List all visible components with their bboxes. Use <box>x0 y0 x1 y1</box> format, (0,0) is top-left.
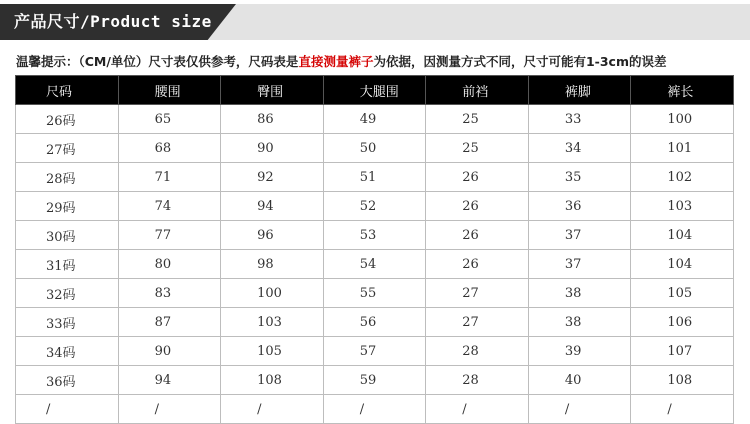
column-header: 前裆 <box>426 76 529 105</box>
size-notice <box>16 52 746 70</box>
table-cell: 29码 <box>16 192 119 221</box>
table-cell: 34码 <box>16 337 119 366</box>
table-cell: 71 <box>118 163 221 192</box>
table-cell: 106 <box>631 308 734 337</box>
table-cell: 86 <box>221 105 324 134</box>
notice-highlight: 直接测量裤子 <box>298 54 374 69</box>
table-cell: 26码 <box>16 105 119 134</box>
table-row <box>16 337 734 366</box>
table-cell: 28 <box>426 337 529 366</box>
table-cell: 37 <box>528 221 631 250</box>
column-header: 裤长 <box>631 76 734 105</box>
table-cell: 94 <box>221 192 324 221</box>
table-cell: 38 <box>528 308 631 337</box>
table-cell: 34 <box>528 134 631 163</box>
table-cell: 107 <box>631 337 734 366</box>
table-row <box>16 105 734 134</box>
table-cell: 33 <box>528 105 631 134</box>
table-cell: 52 <box>323 192 426 221</box>
column-header: 尺码 <box>16 76 119 105</box>
table-cell: 55 <box>323 279 426 308</box>
table-cell: 26 <box>426 250 529 279</box>
table-cell: 56 <box>323 308 426 337</box>
table-cell: 80 <box>118 250 221 279</box>
table-cell: 74 <box>118 192 221 221</box>
table-cell: 94 <box>118 366 221 395</box>
table-cell: 83 <box>118 279 221 308</box>
notice-suffix: 为依据，因测量方式不同，尺寸可能有1-3cm的误差 <box>373 54 667 69</box>
table-cell: / <box>221 395 324 424</box>
table-cell: 26 <box>426 221 529 250</box>
table-cell: 36 <box>528 192 631 221</box>
table-cell: 49 <box>323 105 426 134</box>
table-cell: 40 <box>528 366 631 395</box>
table-cell: 59 <box>323 366 426 395</box>
table-row <box>16 134 734 163</box>
table-body <box>16 105 734 424</box>
table-cell: 27码 <box>16 134 119 163</box>
column-header: 大腿围 <box>323 76 426 105</box>
table-cell: 104 <box>631 250 734 279</box>
table-cell: 38 <box>528 279 631 308</box>
table-cell: / <box>528 395 631 424</box>
table-cell: 100 <box>631 105 734 134</box>
table-cell: 26 <box>426 192 529 221</box>
table-cell: 101 <box>631 134 734 163</box>
table-cell: 57 <box>323 337 426 366</box>
table-cell: / <box>426 395 529 424</box>
column-header: 臀围 <box>221 76 324 105</box>
table-cell: / <box>323 395 426 424</box>
page-title: 产品尺寸/Product size <box>14 12 212 31</box>
table-cell: 68 <box>118 134 221 163</box>
table-cell: 28 <box>426 366 529 395</box>
table-cell: 92 <box>221 163 324 192</box>
table-cell: 26 <box>426 163 529 192</box>
table-cell: 25 <box>426 134 529 163</box>
table-cell: 32码 <box>16 279 119 308</box>
table-cell: 65 <box>118 105 221 134</box>
table-header-row <box>16 76 734 105</box>
table-row <box>16 163 734 192</box>
table-cell: 33码 <box>16 308 119 337</box>
table-row <box>16 192 734 221</box>
table-cell: 28码 <box>16 163 119 192</box>
column-header: 腰围 <box>118 76 221 105</box>
table-cell: 96 <box>221 221 324 250</box>
table-row <box>16 250 734 279</box>
table-cell: 31码 <box>16 250 119 279</box>
table-row <box>16 221 734 250</box>
table-cell: / <box>118 395 221 424</box>
table-cell: / <box>16 395 119 424</box>
table-cell: 51 <box>323 163 426 192</box>
table-cell: 108 <box>221 366 324 395</box>
table-cell: 104 <box>631 221 734 250</box>
column-header: 裤脚 <box>528 76 631 105</box>
table-cell: 53 <box>323 221 426 250</box>
table-cell: 103 <box>221 308 324 337</box>
table-cell: 98 <box>221 250 324 279</box>
table-cell: 27 <box>426 308 529 337</box>
table-cell: 25 <box>426 105 529 134</box>
table-row <box>16 395 734 424</box>
table-row <box>16 279 734 308</box>
table-cell: 27 <box>426 279 529 308</box>
table-cell: 37 <box>528 250 631 279</box>
table-cell: 90 <box>221 134 324 163</box>
table-cell: 100 <box>221 279 324 308</box>
table-cell: 90 <box>118 337 221 366</box>
table-row <box>16 366 734 395</box>
table-cell: 35 <box>528 163 631 192</box>
table-cell: 54 <box>323 250 426 279</box>
table-cell: 103 <box>631 192 734 221</box>
table-cell: 50 <box>323 134 426 163</box>
notice-prefix: 温馨提示：（CM/单位）尺寸表仅供参考，尺码表是 <box>16 54 299 69</box>
table-cell: 39 <box>528 337 631 366</box>
table-cell: 105 <box>221 337 324 366</box>
table-cell: 87 <box>118 308 221 337</box>
table-cell: 77 <box>118 221 221 250</box>
table-cell: 30码 <box>16 221 119 250</box>
table-cell: / <box>631 395 734 424</box>
table-cell: 102 <box>631 163 734 192</box>
table-row <box>16 308 734 337</box>
size-table <box>15 75 734 424</box>
table-cell: 36码 <box>16 366 119 395</box>
table-cell: 105 <box>631 279 734 308</box>
table-cell: 108 <box>631 366 734 395</box>
